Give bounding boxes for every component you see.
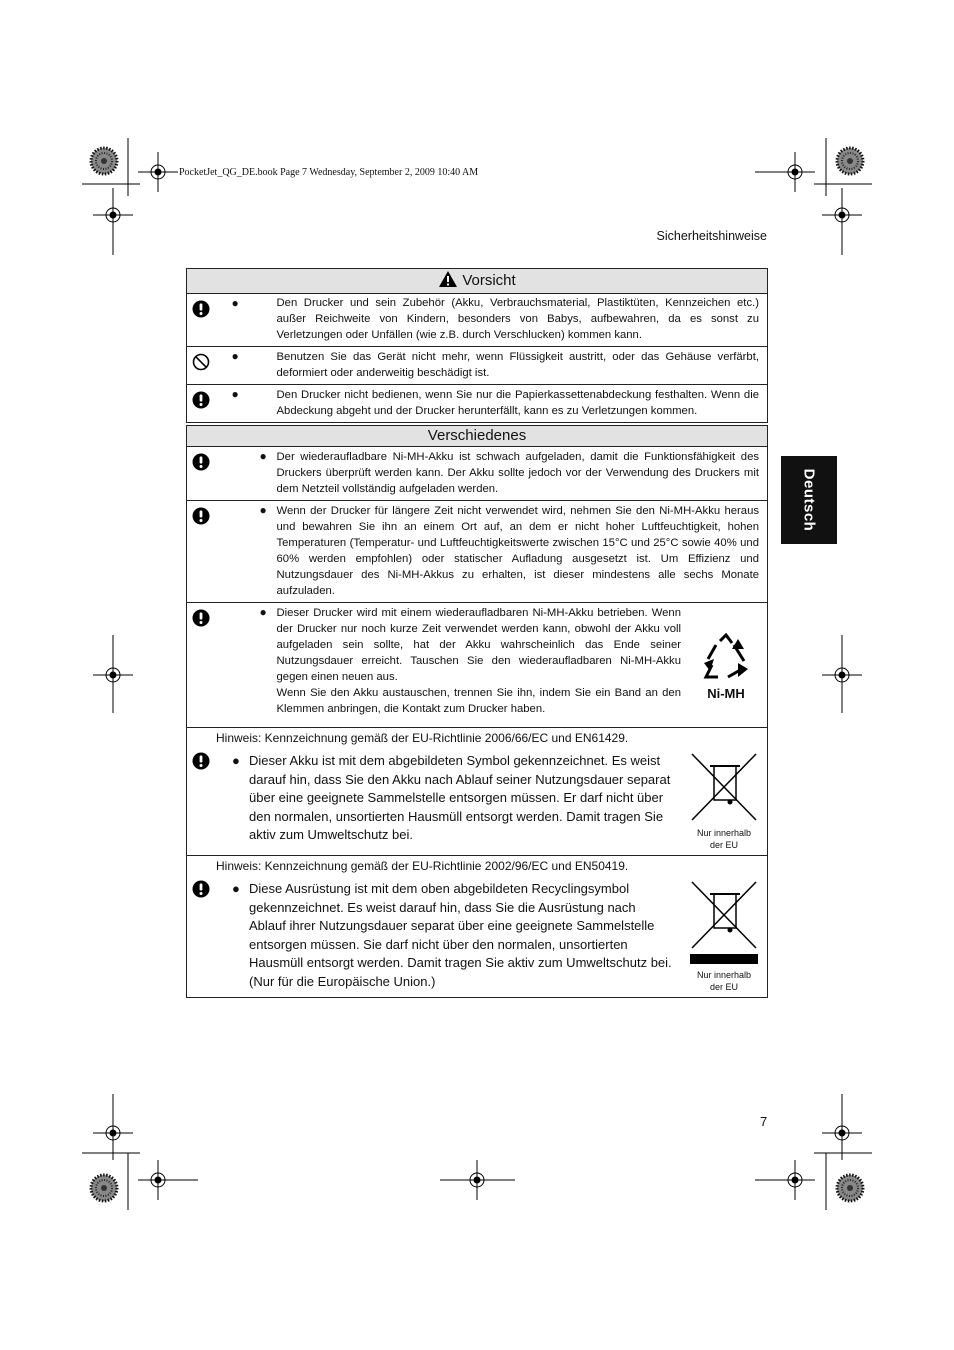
caution-header [187,269,768,294]
misc-text-3b: Wenn Sie den Akku austauschen, trennen Sie ihn, indem Sie ein Band an den Klemmen anbringen, die Kontakt zum Drucker haben. [276,687,681,715]
mandatory-icon [192,391,210,409]
caution-row: ● Den Drucker und sein Zubehör (Akku, Verbrauchsmaterial, Plastiktüten, Kennzeichen etc.) außer Reichweite von Kindern, besonders von Babys, aufbewahren, da es sonst zu Verletzungen oder Unfällen (wie z.B. durch Verschlucken) kommen kann. [215,294,768,347]
misc-row-icon-cell [187,603,215,728]
mandatory-icon [192,300,210,318]
equipment-text: Diese Ausrüstung ist mit dem oben abgebildeten Recyclingsymbol gekennzeichnet. Es weist darauf hin, dass Sie die Ausrüstung nach Ablauf ihrer Nutzungsdauer separat über eine geeignete Sammelstelle entsorgen müssen. Sie darf nicht über den normalen, unsortierten Hausmüll entsorgt werden. Damit tragen Sie aktiv zum Umweltschutz bei. (Nur für die Europäische Union.) [249,881,672,989]
weee-equipment-symbol [681,880,767,997]
language-tab-label: Deutsch [800,468,818,532]
mandatory-icon [192,453,210,471]
crossed-bin-icon [690,880,758,964]
misc-text-2: Wenn der Drucker für längere Zeit nicht verwendet wird, nehmen Sie den Ni-MH-Akku heraus und bewahren Sie ihn an einem Ort auf, an dem er nicht hoher Luftfeuchtigkeit, hohen Temperaturen (Temperatur- und Luftfeuchtigkeitswerte zwischen 15°C und 25°C sowie 40% und 60% werden empfohlen) oder statischer Aufladung ausgesetzt ist. Um Effizienz und Nutzungsdauer des Ni-MH-Akkus zu erhalten, ist dieser mindestens alle sechs Monate aufzuladen. [276,505,759,597]
caution-row-icon-cell [187,385,215,423]
section-title: Sicherheitshinweise [656,229,767,243]
misc-table [186,425,768,998]
mandatory-icon [192,507,210,525]
eu-caption-line-1: Nur innerhalb [696,828,752,838]
equipment-directive-note: Hinweis: Kennzeichnung gemäß der EU-Richtlinie 2002/96/EC und EN50419. [216,859,629,873]
caution-table [186,268,768,423]
prohibited-icon [192,353,210,371]
recycle-icon [698,633,754,683]
battery-text: Dieser Akku ist mit dem abgebildeten Symbol gekennzeichnet. Es weist darauf hin, dass Sie den Akku nach Ablauf seiner Nutzungsdauer separat über eine geeignete Sammelstelle entsorgen müssen. Er darf nicht über den normalen, unsortierten Hausmüll entsorgt werden. Damit tragen Sie aktiv zum Umweltschutz bei. [249,753,671,842]
misc-row: ● Wenn der Drucker für längere Zeit nicht verwendet wird, nehmen Sie den Ni-MH-Akku heraus und bewahren Sie ihn an einem Ort auf, an dem er nicht hoher Luftfeuchtigkeit, hohen Temperaturen (Temperatur- und Luftfeuchtigkeitswerte zwischen 15°C und 25°C sowie 40% und 60% werden empfohlen) oder statischer Aufladung ausgesetzt ist. Um Effizienz und Nutzungsdauer des Ni-MH-Akkus zu erhalten, ist dieser mindestens alle sechs Monate aufzuladen. [215,501,768,603]
misc-row: ● Dieser Drucker wird mit einem wiederaufladbaren Ni-MH-Akku betrieben. Wenn der Drucker nur noch kurze Zeit verwendet werden kann, obwohl der Akku voll aufgeladen sein sollte, hat der Akku wahrscheinlich das Ende seiner Nutzungsdauer erreicht. Tauschen Sie den wiederaufladbaren Ni-MH-Akku gegen einen neuen aus. Wenn Sie den Akku austauschen, trennen Sie ihn, indem Sie ein Band an den Klemmen anbringen, die Kontakt zum Drucker haben. Ni-MH [215,603,768,728]
recycle-label: Ni-MH [707,686,745,701]
caution-row: ● Benutzen Sie das Gerät nicht mehr, wenn Flüssigkeit austritt, oder das Gehäuse verfärbt, deformiert oder anderweitig beschädigt ist. [215,347,768,385]
page-number: 7 [760,1114,768,1129]
eu-caption-line-2: der EU [709,840,738,850]
misc-row-icon-cell [187,501,215,603]
battery-note-row: Hinweis: Kennzeichnung gemäß der EU-Richtlinie 2006/66/EC und EN61429. ● Dieser Akku ist mit dem abgebildeten Symbol gekennzeichnet. Es weist darauf hin, dass Sie den Akku nach Ablauf seiner Nutzungsdauer separat über eine geeignete Sammelstelle entsorgen müssen. Er darf nicht über den normalen, unsortierten Hausmüll entsorgt werden. Damit tragen Sie aktiv zum Umweltschutz bei. Nur innerhalb der EU [187,728,768,856]
caution-text-1: Den Drucker und sein Zubehör (Akku, Verbrauchsmaterial, Plastiktüten, Kennzeichen etc.) außer Reichweite von Kindern, besonders von Babys, aufbewahren, da es sonst zu Verletzungen oder Unfällen (wie z.B. durch Verschlucken) kommen kann. [276,297,759,341]
eu-caption-line-2: der EU [709,982,738,992]
battery-directive-note: Hinweis: Kennzeichnung gemäß der EU-Richtlinie 2006/66/EC und EN61429. [216,731,629,745]
language-tab [781,456,837,544]
equipment-note-row: Hinweis: Kennzeichnung gemäß der EU-Richtlinie 2002/96/EC und EN50419. ● Diese Ausrüstung ist mit dem oben abgebildeten Recyclingsymbol gekennzeichnet. Es weist darauf hin, dass Sie die Ausrüstung nach Ablauf ihrer Nutzungsdauer separat über eine geeignete Sammelstelle entsorgen müssen. Sie darf nicht über den normalen, unsortierten Hausmüll entsorgt werden. Damit tragen Sie aktiv zum Umweltschutz bei. (Nur für die Europäische Union.) Nur innerhalb der EU [187,856,768,998]
misc-text-3a: Dieser Drucker wird mit einem wiederaufladbaren Ni-MH-Akku betrieben. Wenn der Drucker nur noch kurze Zeit verwendet werden kann, obwohl der Akku voll aufgeladen sein sollte, hat der Akku wahrscheinlich das Ende seiner Nutzungsdauer erreicht. Tauschen Sie den wiederaufladbaren Ni-MH-Akku gegen einen neuen aus. [276,607,681,683]
misc-header [187,426,768,447]
mandatory-icon [192,880,210,898]
misc-row: ● Der wiederaufladbare Ni-MH-Akku ist schwach aufgeladen, damit die Funktionsfähigkeit des Druckers überprüft werden kann. Der Akku sollte jedoch vor der Verwendung des Druckers mit dem Netzteil vollständig aufgeladen werden. [215,447,768,501]
eu-caption-line-1: Nur innerhalb [696,970,752,980]
book-info-line: PocketJet_QG_DE.book Page 7 Wednesday, September 2, 2009 10:40 AM [179,167,479,178]
warning-triangle-icon [438,270,458,288]
weee-battery-symbol [681,752,767,855]
misc-row-icon-cell [187,447,215,501]
caution-row-icon-cell [187,347,215,385]
caution-row-icon-cell [187,294,215,347]
caution-text-3: Den Drucker nicht bedienen, wenn Sie nur die Papierkassettenabdeckung festhalten. Wenn die Abdeckung abgeht und der Drucker herunterfällt, kann es zu Verletzungen kommen. [276,389,759,417]
caution-title: Vorsicht [462,272,516,289]
caution-row: ● Den Drucker nicht bedienen, wenn Sie nur die Papierkassettenabdeckung festhalten. Wenn die Abdeckung abgeht und der Drucker herunterfällt, kann es zu Verletzungen kommen. [215,385,768,423]
mandatory-icon [192,609,210,627]
caution-text-2: Benutzen Sie das Gerät nicht mehr, wenn Flüssigkeit austritt, oder das Gehäuse verfärbt, deformiert oder anderweitig beschädigt ist. [276,351,759,379]
recycle-symbol [685,603,767,720]
crossed-bin-icon [690,752,758,822]
misc-title: Verschiedenes [427,427,527,444]
misc-text-1: Der wiederaufladbare Ni-MH-Akku ist schwach aufgeladen, damit die Funktionsfähigkeit des Druckers überprüft werden kann. Der Akku sollte jedoch vor der Verwendung des Druckers mit dem Netzteil vollständig aufgeladen werden. [276,451,759,495]
mandatory-icon [192,752,210,770]
